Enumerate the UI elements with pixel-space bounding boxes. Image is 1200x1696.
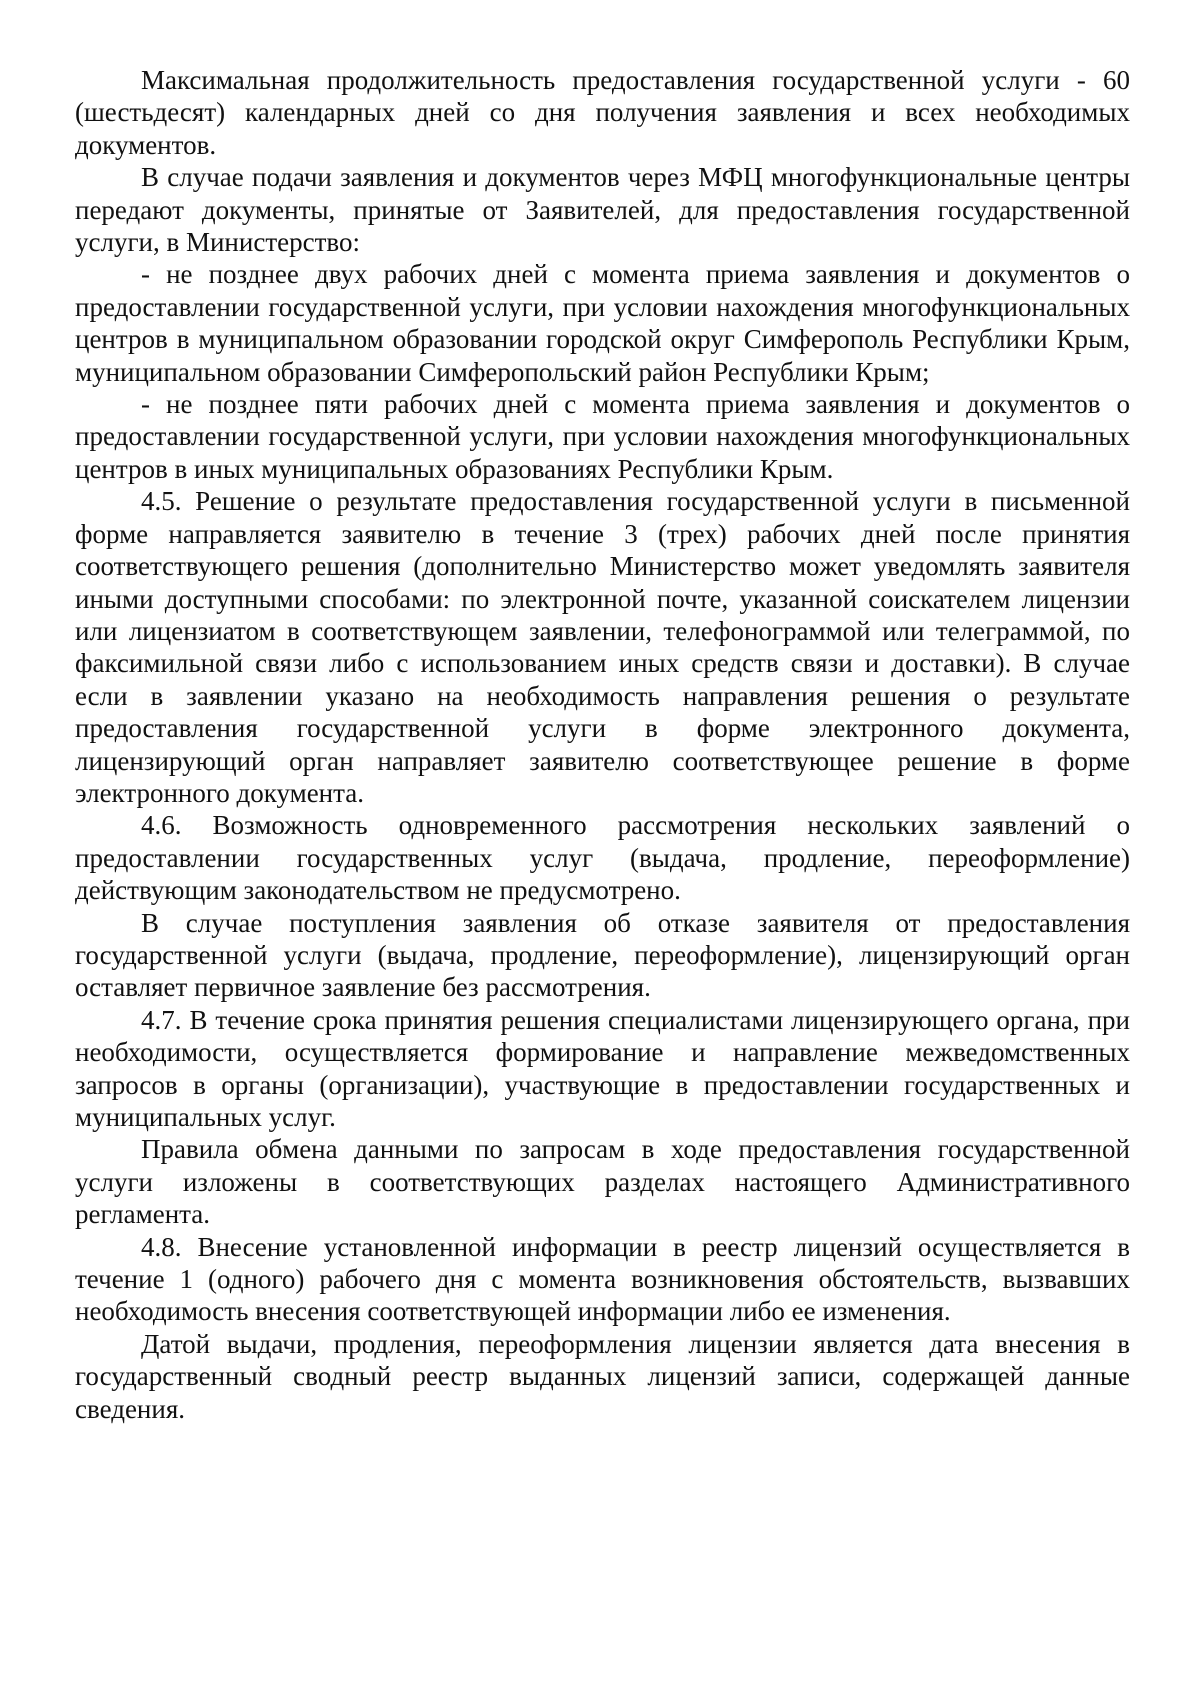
paragraph-section-4-8: 4.8. Внесение установленной информации в реестр лицензий осуществляется в течение 1 (одного) рабочего дня с момента возникновения обстоятельств, вызвавших необходимость внесения соответствующей информации либо ее изменения.	[75, 1231, 1130, 1327]
paragraph-five-days-item: - не позднее пяти рабочих дней с момента приема заявления и документов о предоставлении государственной услуги, при условии нахождения многофункциональных центров в иных муниципальных образованиях Республики Крым.	[75, 389, 1130, 484]
paragraph-refusal: В случае поступления заявления об отказе заявителя от предоставления государственной услуги (выдача, продление, переоформление), лицензирующий орган оставляет первичное заявление без рассмотрения.	[75, 907, 1130, 1003]
paragraph-section-4-7: 4.7. В течение срока принятия решения специалистами лицензирующего органа, при необходимости, осуществляется формирование и направление межведомственных запросов в органы (организации), участвующие в предоставлении государственных и муниципальных услуг.	[75, 1004, 1130, 1132]
paragraph-mfc-submission: В случае подачи заявления и документов через МФЦ многофункциональные центры передают документы, принятые от Заявителей, для предоставления государственной услуги, в Министерство:	[75, 162, 1130, 258]
document-page	[75, 64, 1130, 1425]
paragraph-max-duration: Максимальная продолжительность предоставления государственной услуги - 60 (шестьдесят) календарных дней со дня получения заявления и всех необходимых документов.	[75, 65, 1130, 160]
paragraph-section-4-6: 4.6. Возможность одновременного рассмотрения нескольких заявлений о предоставлении государственных услуг (выдача, продление, переоформление) действующим законодательством не предусмотрено.	[75, 810, 1130, 906]
paragraph-issue-date: Датой выдачи, продления, переоформления лицензии является дата внесения в государственный сводный реестр выданных лицензий записи, содержащей данные сведения.	[75, 1328, 1130, 1424]
paragraph-two-days-item: - не позднее двух рабочих дней с момента приема заявления и документов о предоставлении государственной услуги, при условии нахождения многофункциональных центров в муниципальном образовании городской округ Симферополь Республики Крым, муниципальном образовании Симферопольский район Республики Крым;	[75, 259, 1130, 387]
paragraph-section-4-5: 4.5. Решение о результате предоставления государственной услуги в письменной форме направляется заявителю в течение 3 (трех) рабочих дней после принятия соответствующего решения (дополнительно Министерство может уведомлять заявителя иными доступными способами: по электронной почте, указанной соискателем лицензии или лицензиатом в соответствующем заявлении, телефонограммой или телеграммой, по факсимильной связи либо с использованием иных средств связи и доставки). В случае если в заявлении указано на необходимость направления решения о результате предоставления государственной услуги в форме электронного документа, лицензирующий орган направляет заявителю соответствующее решение в форме электронного документа.	[75, 486, 1130, 808]
paragraph-data-exchange: Правила обмена данными по запросам в ходе предоставления государственной услуги изложены в соответствующих разделах настоящего Административного регламента.	[75, 1134, 1130, 1230]
